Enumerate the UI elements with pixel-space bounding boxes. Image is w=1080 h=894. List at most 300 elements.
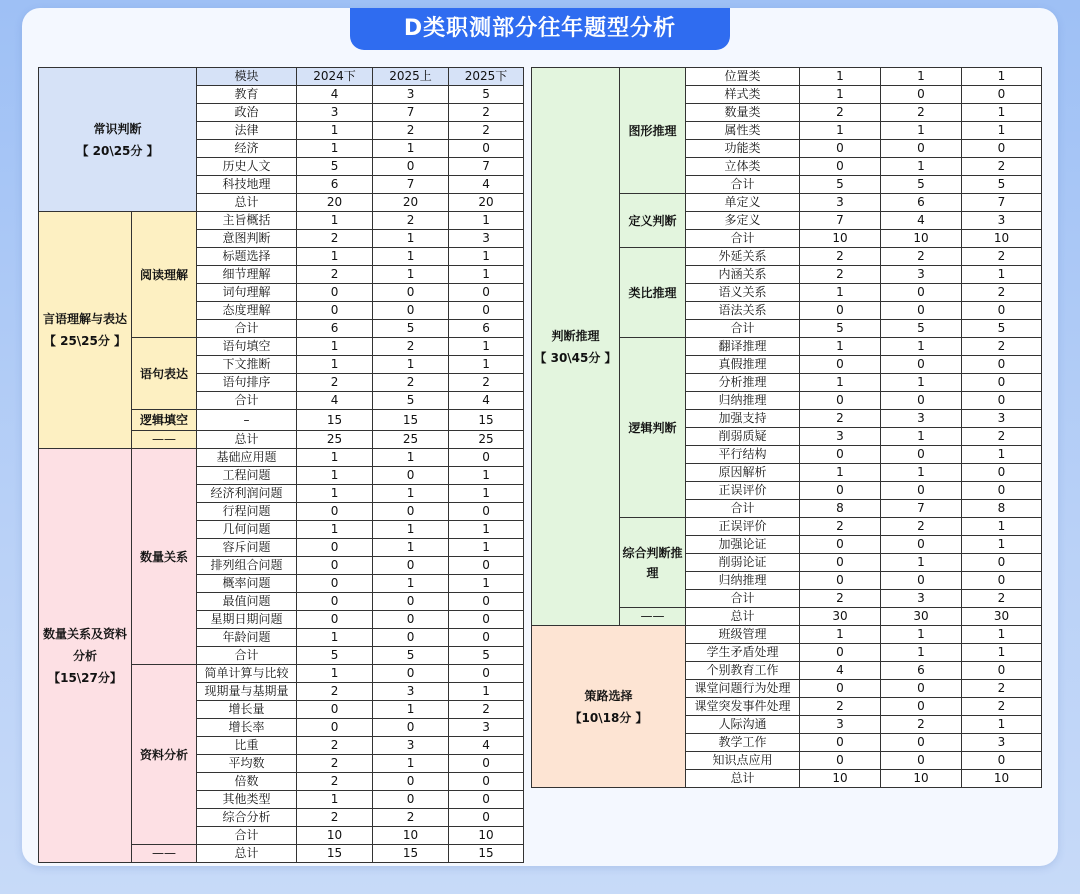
row-label: 容斥问题 — [197, 539, 297, 557]
table-row — [39, 68, 524, 86]
value-cell: 20 — [297, 194, 373, 212]
value-cell: 0 — [962, 482, 1042, 500]
value-cell: 0 — [881, 734, 962, 752]
value-cell: 8 — [962, 500, 1042, 518]
section-name: 判断推理 — [551, 328, 600, 343]
header-2025-h2: 2025下 — [449, 68, 524, 86]
value-cell: 2 — [800, 590, 881, 608]
value-cell: 1 — [297, 665, 373, 683]
value-cell: 0 — [800, 302, 881, 320]
value-cell: 15 — [297, 410, 373, 431]
value-cell: 0 — [800, 482, 881, 500]
value-cell: 2 — [297, 773, 373, 791]
row-label: 位置类 — [686, 68, 800, 86]
value-cell: 2 — [881, 716, 962, 734]
value-cell: 1 — [800, 284, 881, 302]
value-cell: 0 — [449, 557, 524, 575]
value-cell: 0 — [449, 773, 524, 791]
row-label: 语句填空 — [197, 338, 297, 356]
value-cell: 0 — [881, 482, 962, 500]
value-cell: 7 — [373, 176, 449, 194]
value-cell: 0 — [800, 446, 881, 464]
value-cell: 3 — [373, 683, 449, 701]
value-cell: 3 — [373, 86, 449, 104]
value-cell: 3 — [800, 716, 881, 734]
value-cell: 1 — [881, 68, 962, 86]
value-cell: 25 — [373, 431, 449, 449]
value-cell: 1 — [373, 755, 449, 773]
value-cell: 2 — [962, 698, 1042, 716]
value-cell: 5 — [297, 647, 373, 665]
value-cell: 1 — [449, 356, 524, 374]
value-cell: 6 — [297, 320, 373, 338]
row-label: 削弱质疑 — [686, 428, 800, 446]
row-label: 历史人文 — [197, 158, 297, 176]
row-label: 合计 — [686, 500, 800, 518]
value-cell: 4 — [297, 86, 373, 104]
section-name: 策路选择 — [584, 688, 633, 703]
section-changshi — [39, 68, 197, 212]
row-label: 合计 — [686, 230, 800, 248]
value-cell: 1 — [373, 449, 449, 467]
value-cell: 2 — [881, 518, 962, 536]
row-label: 合计 — [197, 827, 297, 845]
value-cell: 0 — [373, 611, 449, 629]
value-cell: 1 — [373, 485, 449, 503]
value-cell: 0 — [962, 140, 1042, 158]
row-label: 最值问题 — [197, 593, 297, 611]
value-cell: 3 — [449, 230, 524, 248]
row-label: 班级管理 — [686, 626, 800, 644]
value-cell: 0 — [881, 392, 962, 410]
sub-luoji-tiankong: 逻辑填空 — [132, 410, 197, 431]
value-cell: 0 — [373, 773, 449, 791]
value-cell: 15 — [373, 845, 449, 863]
value-cell: 1 — [962, 536, 1042, 554]
row-label: 归纳推理 — [686, 572, 800, 590]
value-cell: 1 — [297, 212, 373, 230]
value-cell: 2 — [297, 374, 373, 392]
value-cell: 0 — [373, 503, 449, 521]
value-cell: 2 — [449, 122, 524, 140]
row-label: 合计 — [686, 590, 800, 608]
row-label: 样式类 — [686, 86, 800, 104]
value-cell: 1 — [449, 338, 524, 356]
value-cell: 1 — [297, 467, 373, 485]
value-cell: 1 — [962, 266, 1042, 284]
value-cell: 5 — [373, 392, 449, 410]
table-row — [532, 68, 1042, 86]
value-cell: 2 — [881, 104, 962, 122]
row-label: 知识点应用 — [686, 752, 800, 770]
value-cell: 10 — [449, 827, 524, 845]
value-cell: 1 — [881, 554, 962, 572]
value-cell: 1 — [297, 356, 373, 374]
sub-yuju: 语句表达 — [132, 338, 197, 410]
value-cell: 5 — [881, 320, 962, 338]
section-score: 【 25\25分 】 — [43, 334, 127, 348]
value-cell: 4 — [297, 392, 373, 410]
row-label: 合计 — [197, 647, 297, 665]
value-cell: 1 — [962, 716, 1042, 734]
row-label: 个别教育工作 — [686, 662, 800, 680]
row-label: 工程问题 — [197, 467, 297, 485]
row-label: 语法关系 — [686, 302, 800, 320]
value-cell: 3 — [962, 410, 1042, 428]
row-label: 削弱论证 — [686, 554, 800, 572]
value-cell: 0 — [297, 503, 373, 521]
value-cell: 20 — [373, 194, 449, 212]
row-label: 合计 — [197, 392, 297, 410]
value-cell: 2 — [297, 737, 373, 755]
value-cell: 1 — [881, 374, 962, 392]
value-cell: 0 — [881, 302, 962, 320]
value-cell: 1 — [373, 266, 449, 284]
sub-leibi: 类比推理 — [620, 248, 686, 338]
value-cell: 0 — [297, 611, 373, 629]
row-label: 平均数 — [197, 755, 297, 773]
row-label: 学生矛盾处理 — [686, 644, 800, 662]
value-cell: 0 — [297, 701, 373, 719]
value-cell: 0 — [800, 752, 881, 770]
sub-zonghe: 综合判断推理 — [620, 518, 686, 608]
sub-dash: —— — [620, 608, 686, 626]
value-cell: 0 — [373, 719, 449, 737]
value-cell: 2 — [800, 248, 881, 266]
value-cell: 1 — [962, 518, 1042, 536]
section-score: 【10\18分 】 — [569, 710, 648, 725]
value-cell: 2 — [373, 122, 449, 140]
row-label: 分析推理 — [686, 374, 800, 392]
value-cell: 0 — [962, 554, 1042, 572]
value-cell: 0 — [800, 536, 881, 554]
value-cell: 5 — [800, 320, 881, 338]
row-label: 基础应用题 — [197, 449, 297, 467]
value-cell: 0 — [373, 791, 449, 809]
value-cell: 20 — [449, 194, 524, 212]
value-cell: 0 — [800, 644, 881, 662]
value-cell: 2 — [373, 374, 449, 392]
row-label: 年龄问题 — [197, 629, 297, 647]
value-cell: 0 — [881, 536, 962, 554]
value-cell: 2 — [962, 158, 1042, 176]
value-cell: 15 — [297, 845, 373, 863]
value-cell: 2 — [297, 809, 373, 827]
value-cell: 3 — [373, 737, 449, 755]
value-cell: 2 — [373, 212, 449, 230]
value-cell: 1 — [373, 140, 449, 158]
value-cell: 0 — [800, 680, 881, 698]
row-label: 教学工作 — [686, 734, 800, 752]
value-cell: 0 — [373, 302, 449, 320]
value-cell: 0 — [800, 158, 881, 176]
sub-dingyi: 定义判断 — [620, 194, 686, 248]
row-label: 正误评价 — [686, 518, 800, 536]
value-cell: 0 — [881, 698, 962, 716]
value-cell: 2 — [800, 266, 881, 284]
value-cell: 5 — [449, 647, 524, 665]
value-cell: 4 — [449, 392, 524, 410]
value-cell: 10 — [800, 770, 881, 788]
row-label: 翻译推理 — [686, 338, 800, 356]
value-cell: 2 — [881, 248, 962, 266]
row-label: 属性类 — [686, 122, 800, 140]
value-cell: 3 — [449, 719, 524, 737]
sub-tuxing: 图形推理 — [620, 68, 686, 194]
value-cell: 1 — [962, 104, 1042, 122]
row-label: 多定义 — [686, 212, 800, 230]
value-cell: 1 — [962, 626, 1042, 644]
value-cell: 1 — [297, 338, 373, 356]
value-cell: 2 — [373, 338, 449, 356]
value-cell: 3 — [881, 266, 962, 284]
value-cell: 6 — [297, 176, 373, 194]
sub-shuliang-guanxi: 数量关系 — [132, 449, 197, 665]
value-cell: 1 — [373, 230, 449, 248]
row-label: 课堂突发事件处理 — [686, 698, 800, 716]
value-cell: 15 — [373, 410, 449, 431]
value-cell: 1 — [800, 68, 881, 86]
value-cell: 0 — [962, 752, 1042, 770]
value-cell: 0 — [449, 755, 524, 773]
value-cell: 0 — [373, 557, 449, 575]
value-cell: 0 — [881, 752, 962, 770]
value-cell: 0 — [449, 449, 524, 467]
value-cell: 1 — [297, 629, 373, 647]
value-cell: 3 — [297, 104, 373, 122]
value-cell: 8 — [800, 500, 881, 518]
row-label: 语义关系 — [686, 284, 800, 302]
value-cell: 15 — [449, 410, 524, 431]
value-cell: 3 — [962, 734, 1042, 752]
value-cell: 0 — [373, 467, 449, 485]
row-label: 经济利润问题 — [197, 485, 297, 503]
value-cell: 1 — [962, 68, 1042, 86]
value-cell: 0 — [297, 284, 373, 302]
value-cell: 0 — [449, 503, 524, 521]
value-cell: 0 — [881, 572, 962, 590]
value-cell: 30 — [962, 608, 1042, 626]
row-label: 下文推断 — [197, 356, 297, 374]
value-cell: 0 — [881, 356, 962, 374]
value-cell: 2 — [373, 809, 449, 827]
right-analysis-table — [531, 67, 1042, 788]
row-label: 标题选择 — [197, 248, 297, 266]
row-label: 平行结构 — [686, 446, 800, 464]
value-cell: 7 — [881, 500, 962, 518]
row-label: 科技地理 — [197, 176, 297, 194]
row-label: 现期量与基期量 — [197, 683, 297, 701]
row-label: 教育 — [197, 86, 297, 104]
row-label: 合计 — [686, 320, 800, 338]
row-label: 立体类 — [686, 158, 800, 176]
value-cell: 2 — [962, 590, 1042, 608]
value-cell: 10 — [800, 230, 881, 248]
row-label: 政治 — [197, 104, 297, 122]
value-cell: 30 — [800, 608, 881, 626]
value-cell: 0 — [962, 356, 1042, 374]
value-cell: 0 — [373, 665, 449, 683]
value-cell: 0 — [449, 809, 524, 827]
value-cell: 0 — [881, 680, 962, 698]
value-cell: 7 — [373, 104, 449, 122]
value-cell: 4 — [881, 212, 962, 230]
row-label: 课堂问题行为处理 — [686, 680, 800, 698]
value-cell: 1 — [449, 212, 524, 230]
value-cell: 1 — [800, 464, 881, 482]
value-cell: 0 — [297, 593, 373, 611]
value-cell: 1 — [800, 86, 881, 104]
value-cell: 5 — [962, 320, 1042, 338]
row-label: 增长率 — [197, 719, 297, 737]
value-cell: 1 — [881, 428, 962, 446]
value-cell: 2 — [962, 428, 1042, 446]
value-cell: 6 — [449, 320, 524, 338]
row-label: 加强论证 — [686, 536, 800, 554]
value-cell: 1 — [881, 464, 962, 482]
value-cell: 2 — [297, 230, 373, 248]
value-cell: 30 — [881, 608, 962, 626]
value-cell: 0 — [881, 284, 962, 302]
value-cell: 0 — [881, 446, 962, 464]
value-cell: 2 — [962, 284, 1042, 302]
value-cell: 1 — [297, 122, 373, 140]
value-cell: 1 — [962, 122, 1042, 140]
value-cell: 1 — [297, 248, 373, 266]
sub-luoji_panduan: 逻辑判断 — [620, 338, 686, 518]
value-cell: 1 — [373, 575, 449, 593]
value-cell: 1 — [449, 575, 524, 593]
page-title: D类职测部分往年题型分析 — [350, 8, 730, 50]
section-panduan — [532, 68, 620, 626]
value-cell: 1 — [881, 626, 962, 644]
value-cell: 4 — [800, 662, 881, 680]
value-cell: 1 — [297, 791, 373, 809]
row-label: 功能类 — [686, 140, 800, 158]
value-cell: 1 — [881, 122, 962, 140]
row-label: 总计 — [686, 608, 800, 626]
value-cell: 2 — [962, 248, 1042, 266]
section-yanyu — [39, 212, 132, 449]
value-cell: 10 — [881, 230, 962, 248]
row-label: 单定义 — [686, 194, 800, 212]
value-cell: 5 — [297, 158, 373, 176]
value-cell: 1 — [297, 485, 373, 503]
section-score: 【 20\25分 】 — [76, 143, 159, 158]
row-label: 排列组合问题 — [197, 557, 297, 575]
value-cell: 2 — [449, 374, 524, 392]
value-cell: 10 — [297, 827, 373, 845]
value-cell: 5 — [881, 176, 962, 194]
row-label: 正误评价 — [686, 482, 800, 500]
value-cell: 1 — [449, 683, 524, 701]
value-cell: 1 — [962, 644, 1042, 662]
value-cell: 1 — [373, 248, 449, 266]
value-cell: 25 — [449, 431, 524, 449]
row-label: 总计 — [197, 431, 297, 449]
value-cell: 10 — [962, 770, 1042, 788]
value-cell: 1 — [881, 644, 962, 662]
row-label: 态度理解 — [197, 302, 297, 320]
value-cell: 2 — [800, 518, 881, 536]
value-cell: 4 — [449, 176, 524, 194]
row-label: 综合分析 — [197, 809, 297, 827]
value-cell: 10 — [373, 827, 449, 845]
row-label: – — [197, 410, 297, 431]
value-cell: 1 — [373, 539, 449, 557]
value-cell: 0 — [449, 284, 524, 302]
value-cell: 1 — [373, 701, 449, 719]
value-cell: 1 — [881, 338, 962, 356]
row-label: 主旨概括 — [197, 212, 297, 230]
value-cell: 3 — [800, 194, 881, 212]
value-cell: 0 — [449, 629, 524, 647]
value-cell: 1 — [800, 122, 881, 140]
value-cell: 0 — [297, 557, 373, 575]
value-cell: 2 — [297, 755, 373, 773]
section-score: 【 30\45分 】 — [534, 350, 617, 365]
value-cell: 2 — [297, 266, 373, 284]
value-cell: 7 — [800, 212, 881, 230]
value-cell: 0 — [297, 539, 373, 557]
value-cell: 2 — [800, 410, 881, 428]
row-label: 增长量 — [197, 701, 297, 719]
value-cell: 1 — [449, 521, 524, 539]
row-label: 星期日期问题 — [197, 611, 297, 629]
value-cell: 3 — [881, 590, 962, 608]
value-cell: 0 — [800, 140, 881, 158]
section-name: 数量关系及资料分析 — [42, 626, 127, 663]
row-label: 数量类 — [686, 104, 800, 122]
value-cell: 1 — [800, 338, 881, 356]
header-2024-h2: 2024下 — [297, 68, 373, 86]
row-label: 细节理解 — [197, 266, 297, 284]
row-label: 总计 — [197, 845, 297, 863]
value-cell: 0 — [881, 140, 962, 158]
value-cell: 0 — [449, 665, 524, 683]
value-cell: 2 — [962, 338, 1042, 356]
table-row — [39, 212, 524, 230]
value-cell: 5 — [373, 320, 449, 338]
value-cell: 0 — [449, 611, 524, 629]
value-cell: 1 — [449, 248, 524, 266]
header-module: 模块 — [197, 68, 297, 86]
value-cell: 3 — [881, 410, 962, 428]
value-cell: 0 — [800, 734, 881, 752]
value-cell: 1 — [881, 158, 962, 176]
row-label: 合计 — [197, 320, 297, 338]
value-cell: 0 — [297, 302, 373, 320]
value-cell: 1 — [449, 485, 524, 503]
value-cell: 2 — [449, 701, 524, 719]
table-row — [532, 626, 1042, 644]
row-label: 倍数 — [197, 773, 297, 791]
value-cell: 6 — [881, 194, 962, 212]
value-cell: 1 — [297, 521, 373, 539]
sub-ziliao: 资料分析 — [132, 665, 197, 845]
row-label: 合计 — [686, 176, 800, 194]
value-cell: 2 — [962, 680, 1042, 698]
row-label: 人际沟通 — [686, 716, 800, 734]
value-cell: 1 — [449, 467, 524, 485]
row-label: 内涵关系 — [686, 266, 800, 284]
value-cell: 7 — [962, 194, 1042, 212]
value-cell: 0 — [800, 572, 881, 590]
value-cell: 3 — [800, 428, 881, 446]
row-label: 语句排序 — [197, 374, 297, 392]
value-cell: 1 — [373, 356, 449, 374]
row-label: 真假推理 — [686, 356, 800, 374]
